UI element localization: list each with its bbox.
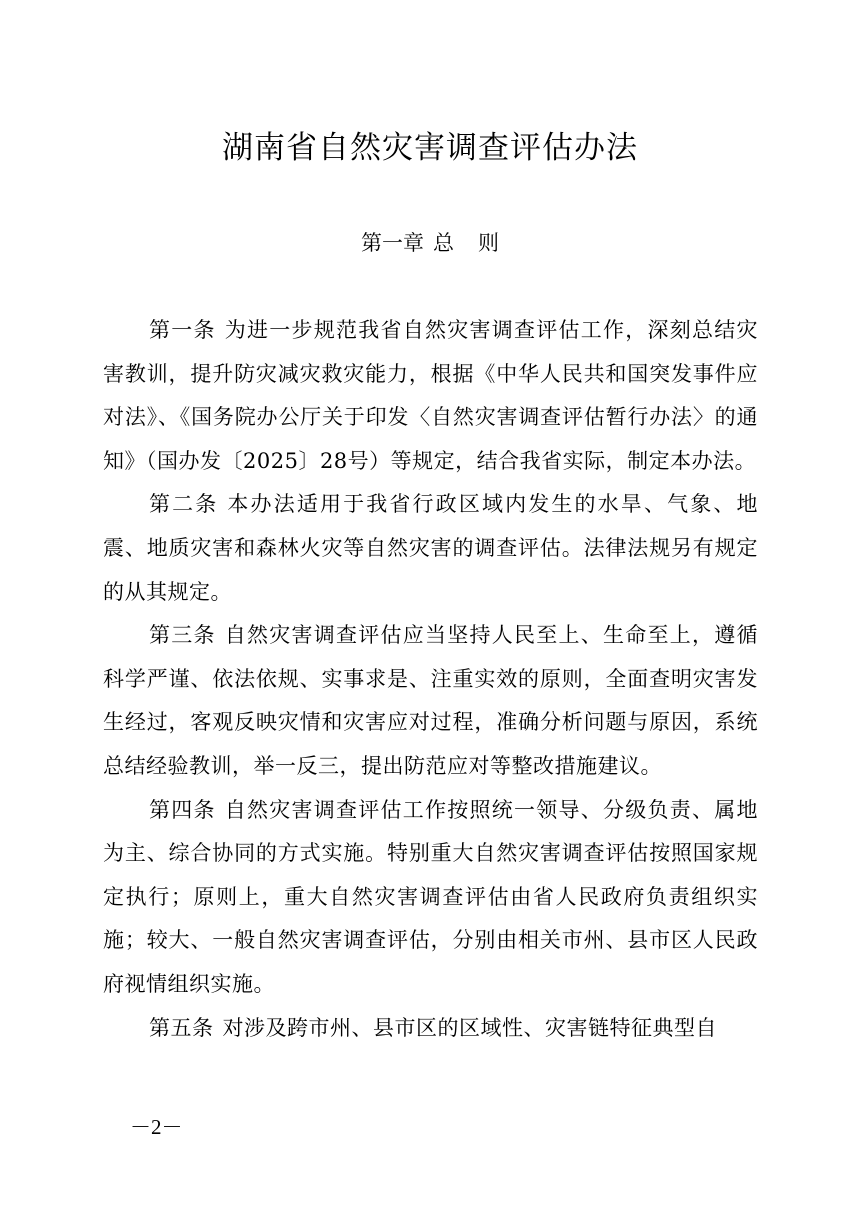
article-label: 第五条 xyxy=(149,1015,214,1040)
article-text: 自然灾害调查评估工作按照统一领导、分级负责、属地为主、综合协同的方式实施。特别重大自然灾害调查评估按照国家规定执行；原则上，重大自然灾害调查评估由省人民政府负责组织实施；较大、一般自然灾害调查评估，分别由相关市州、县市区人民政府视情组织实施。 xyxy=(103,797,758,996)
article-paragraph xyxy=(103,309,758,483)
page-number: －2－ xyxy=(130,1115,183,1139)
article-label: 第四条 xyxy=(149,797,216,822)
chapter-number: 第一章 xyxy=(361,231,424,255)
article-text: 为进一步规范我省自然灾害调查评估工作，深刻总结灾害教训，提升防灾减灾救灾能力，根据《中华人民共和国突发事件应对法》、《国务院办公厅关于印发〈自然灾害调查评估暂行办法〉的通知》（国办发〔2025〕28号）等规定，结合我省实际，制定本办法。 xyxy=(103,318,758,473)
article-paragraph xyxy=(103,1007,758,1051)
article-paragraph xyxy=(103,789,758,1007)
article-text: 自然灾害调查评估应当坚持人民至上、生命至上，遵循科学严谨、依法依规、实事求是、注重实效的原则，全面查明灾害发生经过，客观反映灾情和灾害应对过程，准确分析问题与原因，系统总结经验教训，举一反三，提出防范应对等整改措施建议。 xyxy=(103,623,758,778)
article-label: 第一条 xyxy=(149,318,216,342)
document-body xyxy=(103,309,758,1050)
article-text: 本办法适用于我省行政区域内发生的水旱、气象、地震、地质灾害和森林火灾等自然灾害的调查评估。法律法规另有规定的从其规定。 xyxy=(103,492,758,604)
article-text: 对涉及跨市州、县市区的区域性、灾害链特征典型自 xyxy=(222,1015,717,1040)
chapter-heading xyxy=(0,226,860,260)
article-paragraph xyxy=(103,614,758,788)
document-title: 湖南省自然灾害调查评估办法 xyxy=(222,130,638,166)
chapter-name-part1: 总 xyxy=(433,231,454,255)
article-paragraph xyxy=(103,483,758,614)
chapter-name-part2: 则 xyxy=(478,231,499,255)
article-label: 第二条 xyxy=(149,492,219,517)
article-label: 第三条 xyxy=(149,623,216,648)
